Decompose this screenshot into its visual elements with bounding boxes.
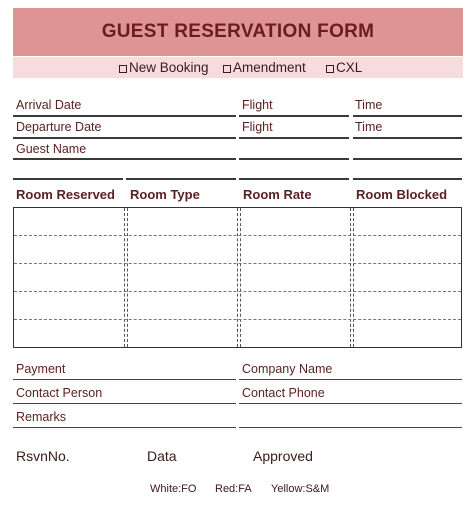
- table-row-divider: [14, 319, 461, 320]
- option-cxl[interactable]: [326, 60, 362, 75]
- guest-name-field-3[interactable]: [353, 158, 462, 160]
- flight-field-2[interactable]: [239, 137, 349, 139]
- table-divider: [237, 208, 238, 347]
- header-line-3: [239, 178, 349, 180]
- option-amendment[interactable]: [223, 60, 306, 75]
- remarks-field-2[interactable]: [239, 427, 462, 428]
- time-field-2[interactable]: [353, 137, 462, 139]
- data-label: Data: [147, 448, 177, 464]
- col-room-type: Room Type: [130, 187, 200, 202]
- copy-red: Red:FA: [215, 483, 252, 495]
- contact-phone-label: Contact Phone: [242, 386, 325, 400]
- table-divider: [350, 208, 351, 347]
- guest-name-field-2[interactable]: [239, 158, 349, 160]
- arrival-date-field[interactable]: [13, 115, 236, 117]
- table-row-divider: [14, 291, 461, 292]
- col-room-blocked: Room Blocked: [356, 187, 448, 202]
- arrival-date-label: Arrival Date: [16, 98, 82, 112]
- payment-field[interactable]: [13, 379, 236, 380]
- form-title: GUEST RESERVATION FORM: [101, 21, 375, 42]
- col-room-rate: Room Rate: [243, 187, 312, 202]
- table-row-divider: [14, 235, 461, 236]
- option-cxl-label: CXL: [336, 60, 363, 75]
- company-name-field[interactable]: [239, 379, 462, 380]
- col-room-reserved: Room Reserved: [16, 187, 115, 202]
- option-amendment-label: Amendment: [233, 60, 306, 75]
- contact-phone-field[interactable]: [239, 403, 462, 404]
- flight-label-1: Flight: [242, 98, 273, 112]
- flight-label-2: Flight: [242, 120, 273, 134]
- remarks-field[interactable]: [13, 427, 236, 428]
- option-new-booking-label: New Booking: [129, 60, 209, 75]
- checkbox-icon[interactable]: [119, 65, 127, 73]
- time-field-1[interactable]: [353, 115, 462, 117]
- header-line-2: [126, 178, 236, 180]
- flight-field-1[interactable]: [239, 115, 349, 117]
- remarks-label: Remarks: [16, 410, 67, 424]
- table-row-divider: [14, 263, 461, 264]
- checkbox-icon[interactable]: [326, 65, 334, 73]
- company-name-label: Company Name: [242, 362, 333, 376]
- time-label-1: Time: [355, 98, 383, 112]
- guest-name-field[interactable]: [13, 158, 236, 160]
- header-line-1: [13, 178, 123, 180]
- departure-date-field[interactable]: [13, 137, 236, 139]
- contact-person-field[interactable]: [13, 403, 236, 404]
- contact-person-label: Contact Person: [16, 386, 103, 400]
- copy-yellow: Yellow:S&M: [271, 483, 330, 495]
- room-table: [13, 207, 462, 348]
- table-divider: [124, 208, 125, 347]
- checkbox-icon[interactable]: [223, 65, 231, 73]
- rsvn-no-label: RsvnNo.: [16, 448, 70, 464]
- departure-date-label: Departure Date: [16, 120, 102, 134]
- approved-label: Approved: [253, 448, 313, 464]
- option-new-booking[interactable]: [119, 60, 209, 75]
- payment-label: Payment: [16, 362, 66, 376]
- guest-name-label: Guest Name: [16, 142, 87, 156]
- header-line-4: [353, 178, 462, 180]
- copy-white: White:FO: [150, 483, 197, 495]
- time-label-2: Time: [355, 120, 383, 134]
